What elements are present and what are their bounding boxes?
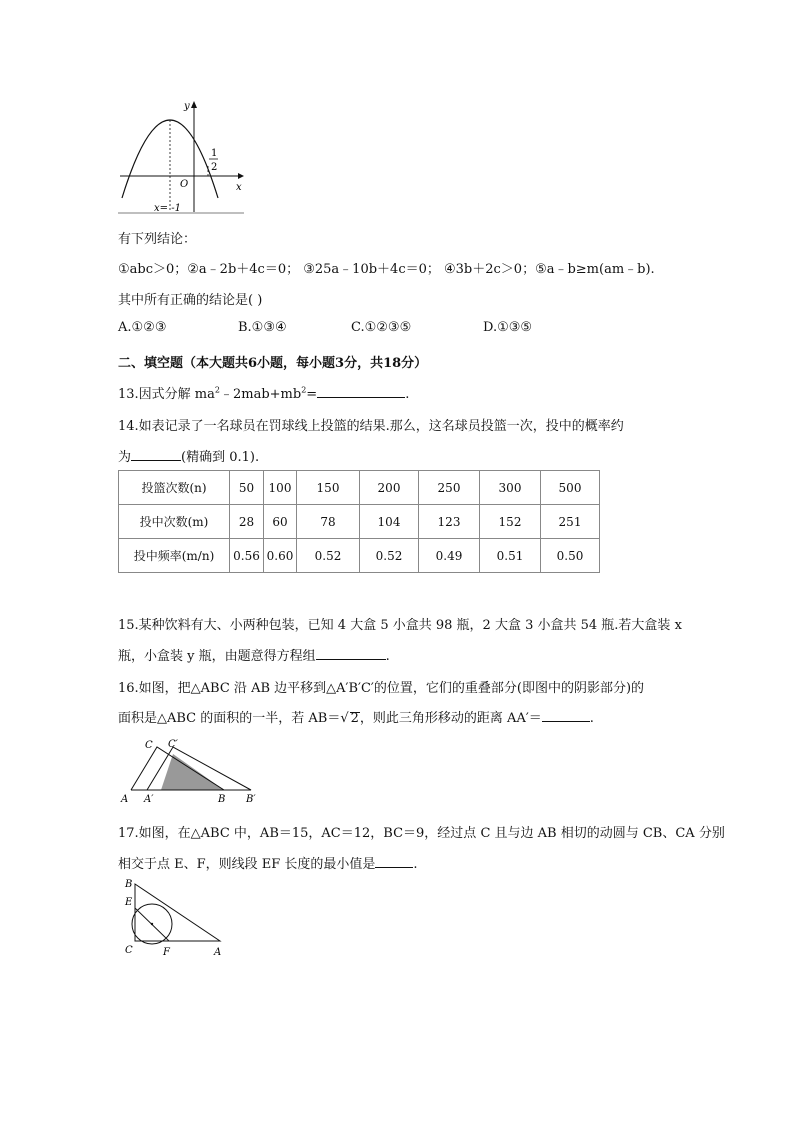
q15-answer-blank[interactable] (316, 647, 386, 660)
shaded-overlap (161, 754, 224, 790)
q16-line2 (118, 707, 594, 726)
table-cell: 251 (541, 505, 600, 539)
q13-sup2: 2 (301, 385, 307, 395)
label-c: C (125, 945, 133, 956)
table-cell: 0.50 (541, 539, 600, 573)
half-denominator: 2 (211, 162, 218, 173)
q14-table (118, 470, 600, 573)
table-cell: 0.52 (297, 539, 360, 573)
q15-line2-text: 瓶，小盒装 y 瓶，由题意得方程组 (118, 649, 316, 664)
table-cell: 78 (297, 505, 360, 539)
y-axis-label: y (184, 101, 190, 112)
parabola-curve (122, 120, 218, 198)
table-cell: 0.56 (230, 539, 264, 573)
q17-end: . (413, 857, 418, 872)
label-e: E (125, 897, 133, 908)
q14-line1: 14.如表记录了一名球员在罚球线上投篮的结果.那么，这名球员投篮一次，投中的概率约 (118, 419, 624, 434)
triangle-abc (135, 884, 220, 941)
q12-conclusions: ①abc＞0；②a﹣2b＋4c＝0； ③25a﹣10b＋4c＝0； ④3b＋2c＞0；⑤a﹣b≥m(am﹣b). (118, 262, 655, 277)
table-cell: 104 (360, 505, 419, 539)
q16-line2-a: 面积是△ABC 的面积的一半，若 AB＝ (118, 711, 341, 726)
label-c-prime: C′ (168, 739, 178, 750)
q12-intro: 有下列结论： (118, 232, 197, 247)
table-row (119, 505, 600, 539)
symmetry-axis-label: x= -1 (154, 203, 181, 214)
q12-option-a: A.①②③ (118, 320, 167, 335)
label-b: B (125, 879, 133, 890)
label-f: F (163, 947, 170, 958)
q12-option-b: B.①③④ (238, 320, 287, 335)
label-a-prime: A′ (144, 794, 154, 805)
q14-line2 (118, 446, 259, 465)
table-cell: 123 (419, 505, 480, 539)
y-axis-arrow (191, 101, 197, 108)
origin-label: O (180, 179, 189, 190)
x-axis-label: x (236, 182, 242, 193)
q16-line2-b: ，则此三角形移动的距离 AA′＝ (359, 711, 542, 726)
table-row (119, 539, 600, 573)
table-cell: 0.52 (360, 539, 419, 573)
table-header-cell: 投中频率(m/n) (119, 539, 230, 573)
table-cell: 0.60 (264, 539, 297, 573)
table-cell: 250 (419, 471, 480, 505)
half-numerator: 1 (211, 148, 218, 159)
q15-line1: 15.某种饮料有大、小两种包装，已知 4 大盒 5 小盒共 98 瓶，2 大盒 3 小盒共 54 瓶.若大盒装 x (118, 618, 682, 633)
table-cell: 0.49 (419, 539, 480, 573)
label-c: C (145, 740, 153, 751)
section-heading: 二、填空题（本大题共6小题，每小题3分，共18分） (118, 356, 428, 371)
q13-answer-blank[interactable] (317, 385, 405, 398)
label-b: B (218, 794, 226, 805)
label-a: A (214, 947, 222, 958)
q17-line2 (118, 853, 418, 872)
circle-center (151, 923, 153, 925)
table-row (119, 471, 600, 505)
table-cell: 152 (480, 505, 541, 539)
q13-text-c: = (306, 387, 318, 402)
q14-line2-a: 为 (118, 450, 132, 465)
q16-line1: 16.如图，把△ABC 沿 AB 边平移到△A′B′C′的位置，它们的重叠部分(即图中的阴影部分)的 (118, 681, 645, 696)
table-cell: 500 (541, 471, 600, 505)
q13-text-b: ﹣2mab+mb (219, 387, 302, 402)
q12-option-d: D.①③⑤ (483, 320, 533, 335)
table-cell: 60 (264, 505, 297, 539)
q17-line2-text: 相交于点 E、F，则线段 EF 长度的最小值是 (118, 857, 376, 872)
label-a: A (121, 794, 129, 805)
q17-line1: 17.如图，在△ABC 中，AB＝15，AC＝12，BC＝9，经过点 C 且与边 AB 相切的动圆与 CB、CA 分别 (118, 826, 725, 841)
table-cell: 200 (360, 471, 419, 505)
parabola-figure (116, 98, 248, 216)
table-cell: 50 (230, 471, 264, 505)
triangle-translation-figure (118, 736, 266, 808)
q17-answer-blank[interactable] (375, 855, 413, 868)
table-cell: 28 (230, 505, 264, 539)
table-header-cell: 投篮次数(n) (119, 471, 230, 505)
q12-option-c: C.①②③⑤ (351, 320, 412, 335)
q15-end: . (385, 649, 390, 664)
table-cell: 0.51 (480, 539, 541, 573)
q13-end: . (405, 387, 410, 402)
q16-answer-blank[interactable] (542, 709, 590, 722)
table-cell: 100 (264, 471, 297, 505)
sqrt-sign: √ (340, 711, 349, 726)
q16-sqrt-value: 2 (350, 711, 359, 726)
q12-prompt: 其中所有正确的结论是( ) (118, 293, 263, 308)
q14-answer-blank[interactable] (131, 448, 181, 461)
x-axis-arrow (238, 173, 244, 179)
q14-line2-b: (精确到 0.1). (181, 450, 260, 465)
q13-sup1: 2 (214, 385, 220, 395)
q13 (118, 383, 409, 402)
table-header-cell: 投中次数(m) (119, 505, 230, 539)
q16-end: . (589, 711, 594, 726)
table-cell: 150 (297, 471, 360, 505)
q13-text-a: 13.因式分解 ma (118, 387, 215, 402)
table-cell: 300 (480, 471, 541, 505)
circle-triangle-figure (118, 876, 230, 962)
q15-line2 (118, 645, 390, 664)
label-b-prime: B′ (246, 794, 256, 805)
